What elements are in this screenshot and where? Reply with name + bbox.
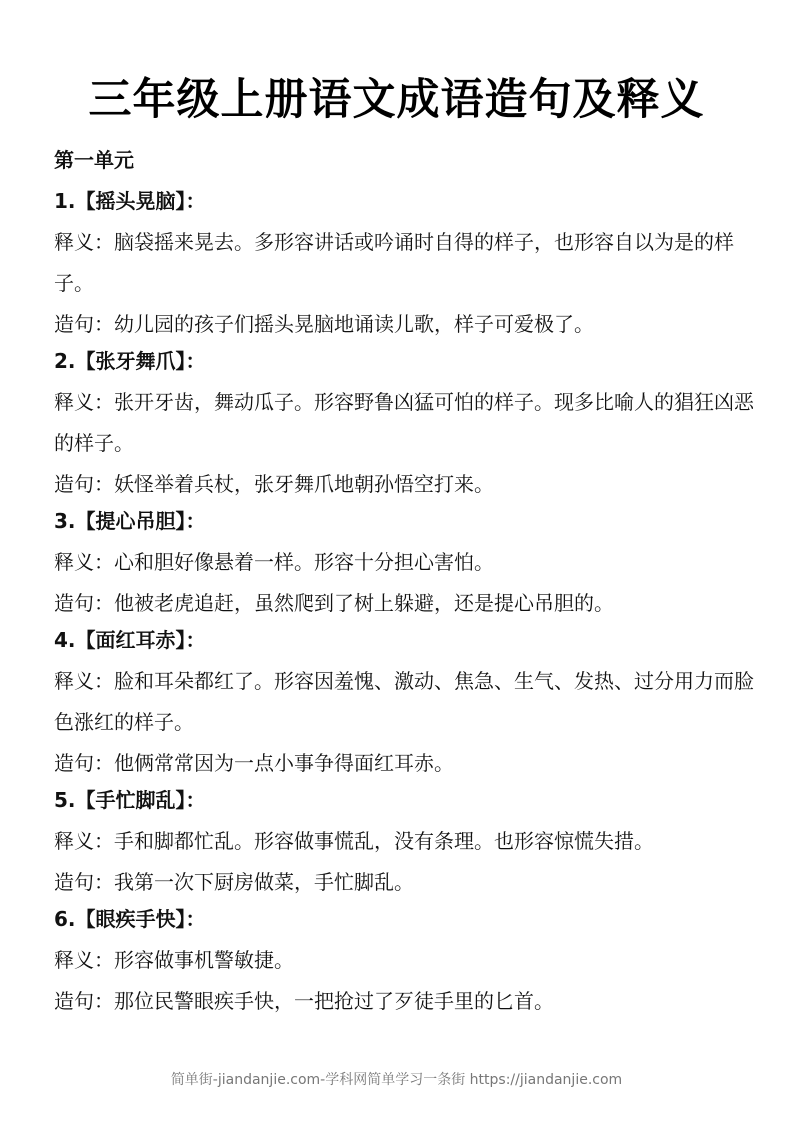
idiom-heading: 4.【面红耳赤】： <box>54 628 206 652</box>
definition-label: 释义： <box>54 948 114 972</box>
idiom-definition <box>54 222 754 304</box>
idiom-entry <box>54 505 754 624</box>
definition-text: 脸和耳朵都红了。形容因羞愧、激动、焦急、生气、发热、过分用力而脸色涨红的样子。 <box>54 669 754 734</box>
sentence-text: 他俩常常因为一点小事争得面红耳赤。 <box>114 751 454 775</box>
definition-label: 释义： <box>54 550 114 574</box>
idiom-sentence <box>54 981 754 1022</box>
definition-label: 释义： <box>54 829 114 853</box>
page-title: 三年级上册语文成语造句及释义 <box>88 75 705 125</box>
definition-text: 形容做事机警敏捷。 <box>114 948 294 972</box>
idiom-definition <box>54 542 754 583</box>
sentence-label: 造句： <box>54 472 114 496</box>
definition-text: 脑袋摇来晃去。多形容讲话或吟诵时自得的样子，也形容自以为是的样子。 <box>54 230 734 295</box>
idiom-sentence <box>54 743 754 784</box>
idiom-sentence <box>54 862 754 903</box>
content-body <box>54 144 754 1022</box>
idiom-definition <box>54 940 754 981</box>
sentence-text: 妖怪举着兵杖，张牙舞爪地朝孙悟空打来。 <box>114 472 494 496</box>
idiom-definition <box>54 661 754 743</box>
definition-text: 张开牙齿，舞动瓜子。形容野鲁凶猛可怕的样子。现多比喻人的猖狂凶恶的样子。 <box>54 390 754 455</box>
sentence-text: 我第一次下厨房做菜，手忙脚乱。 <box>114 870 414 894</box>
idiom-heading: 3.【提心吊胆】： <box>54 509 206 533</box>
sentence-text: 他被老虎追赶，虽然爬到了树上躲避，还是提心吊胆的。 <box>114 591 614 615</box>
sentence-label: 造句： <box>54 989 114 1013</box>
definition-text: 心和胆好像悬着一样。形容十分担心害怕。 <box>114 550 494 574</box>
idiom-entry <box>54 903 754 1022</box>
idiom-heading: 2.【张牙舞爪】： <box>54 349 206 373</box>
definition-text: 手和脚都忙乱。形容做事慌乱，没有条理。也形容惊慌失措。 <box>114 829 654 853</box>
idiom-definition <box>54 382 754 464</box>
idiom-entry <box>54 185 754 345</box>
page-footer: 简单街-jiandanjie.com-学科网简单学习一条街 https://jiandanjie.com <box>170 1072 623 1088</box>
sentence-label: 造句： <box>54 751 114 775</box>
sentence-text: 那位民警眼疾手快，一把抢过了歹徒手里的匕首。 <box>114 989 554 1013</box>
unit-heading: 第一单元 <box>54 148 134 172</box>
idiom-sentence <box>54 464 754 505</box>
idiom-entry <box>54 624 754 784</box>
definition-label: 释义： <box>54 390 114 414</box>
idiom-entry <box>54 345 754 505</box>
definition-label: 释义： <box>54 230 114 254</box>
idiom-sentence <box>54 304 754 345</box>
definition-label: 释义： <box>54 669 114 693</box>
sentence-label: 造句： <box>54 591 114 615</box>
sentence-label: 造句： <box>54 312 114 336</box>
sentence-text: 幼儿园的孩子们摇头晃脑地诵读儿歌，样子可爱极了。 <box>114 312 594 336</box>
sentence-label: 造句： <box>54 870 114 894</box>
idiom-heading: 1.【摇头晃脑】： <box>54 189 206 213</box>
idiom-heading: 5.【手忙脚乱】： <box>54 788 206 812</box>
idiom-entry <box>54 784 754 903</box>
idiom-sentence <box>54 583 754 624</box>
idiom-heading: 6.【眼疾手快】： <box>54 907 206 931</box>
idiom-definition <box>54 821 754 862</box>
